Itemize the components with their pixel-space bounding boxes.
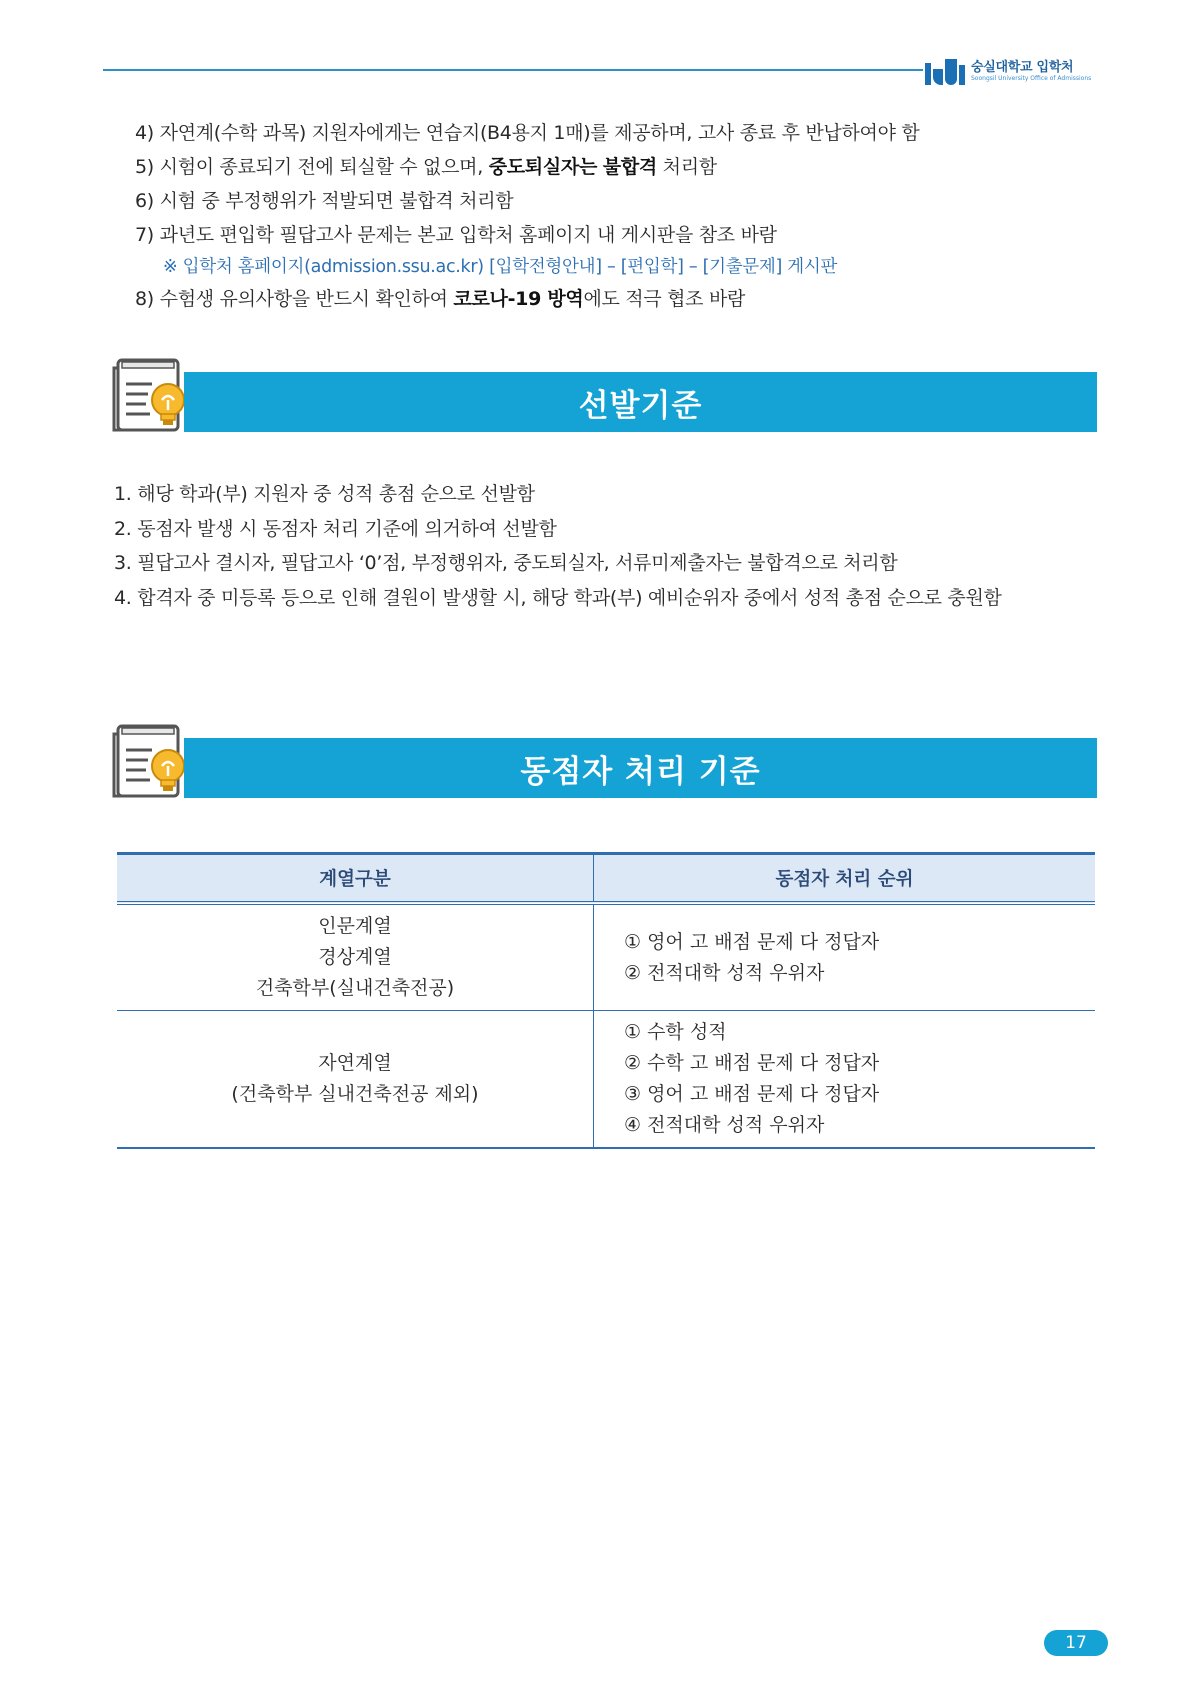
rules-cell: ① 수학 성적 ② 수학 고 배점 문제 다 정답자 ③ 영어 고 배점 문제 다 정답자 ④ 전적대학 성적 우위자 <box>594 1011 1096 1149</box>
column-header-category: 계열구분 <box>117 854 594 904</box>
note-5: 5) 시험이 종료되기 전에 퇴실할 수 없으며, 중도퇴실자는 불합격 처리함 <box>135 156 717 178</box>
note-7: 7) 과년도 편입학 필답고사 문제는 본교 입학처 홈페이지 내 게시판을 참조 바람 <box>135 224 777 246</box>
criterion-item: 2. 동점자 발생 시 동점자 처리 기준에 의거하여 선발함 <box>114 517 557 540</box>
criterion-item: 4. 합격자 중 미등록 등으로 인해 결원이 발생할 시, 해당 학과(부) 예비순위자 중에서 성적 총점 순으로 충원함 <box>114 586 1002 609</box>
criterion-item: 1. 해당 학과(부) 지원자 중 성적 총점 순으로 선발함 <box>114 483 535 505</box>
section-tie-breaking <box>112 722 1097 802</box>
table-row <box>117 1011 1095 1149</box>
section-title: 선발기준 <box>184 372 1097 432</box>
rules-cell: ① 영어 고 배점 문제 다 정답자 ② 전적대학 성적 우위자 <box>594 903 1096 1011</box>
notes-list <box>135 116 1095 316</box>
note-4: 4) 자연계(수학 과목) 지원자에게는 연습지(B4용지 1매)를 제공하며, 고사 종료 후 반납하여야 함 <box>135 122 920 144</box>
criterion-item: 3. 필답고사 결시자, 필답고사 ‘0’점, 부정행위자, 중도퇴실자, 서류미제출자는 불합격으로 처리함 <box>114 552 898 574</box>
logo-mark-icon <box>925 57 965 85</box>
criteria-list <box>114 477 1104 615</box>
table-row <box>117 903 1095 1011</box>
section-title: 동점자 처리 기준 <box>184 738 1097 798</box>
ssu-logo <box>925 56 1091 86</box>
note-8: 8) 수험생 유의사항을 반드시 확인하여 코로나-19 방역에도 적극 협조 바람 <box>135 288 746 310</box>
column-header-rules: 동점자 처리 순위 <box>594 854 1096 904</box>
category-cell: 자연계열 (건축학부 실내건축전공 제외) <box>231 1052 479 1105</box>
note-7-reference: ※ 입학처 홈페이지(admission.ssu.ac.kr) [입학전형안내] – [편입학] – [기출문제] 게시판 <box>163 257 838 277</box>
note-6: 6) 시험 중 부정행위가 적발되면 불합격 처리함 <box>135 190 514 212</box>
header-rule <box>103 69 923 71</box>
category-cell: 인문계열 경상계열 건축학부(실내건축전공) <box>117 903 594 1011</box>
tie-breaking-table <box>117 852 1095 1149</box>
logo-name-en: Soongsil University Office of Admissions <box>971 74 1092 82</box>
section-selection-criteria <box>112 356 1097 436</box>
page-number: 17 <box>1044 1630 1108 1656</box>
table-header-row <box>117 854 1095 904</box>
logo-name-kr: 숭실대학교 입학처 <box>971 59 1074 75</box>
